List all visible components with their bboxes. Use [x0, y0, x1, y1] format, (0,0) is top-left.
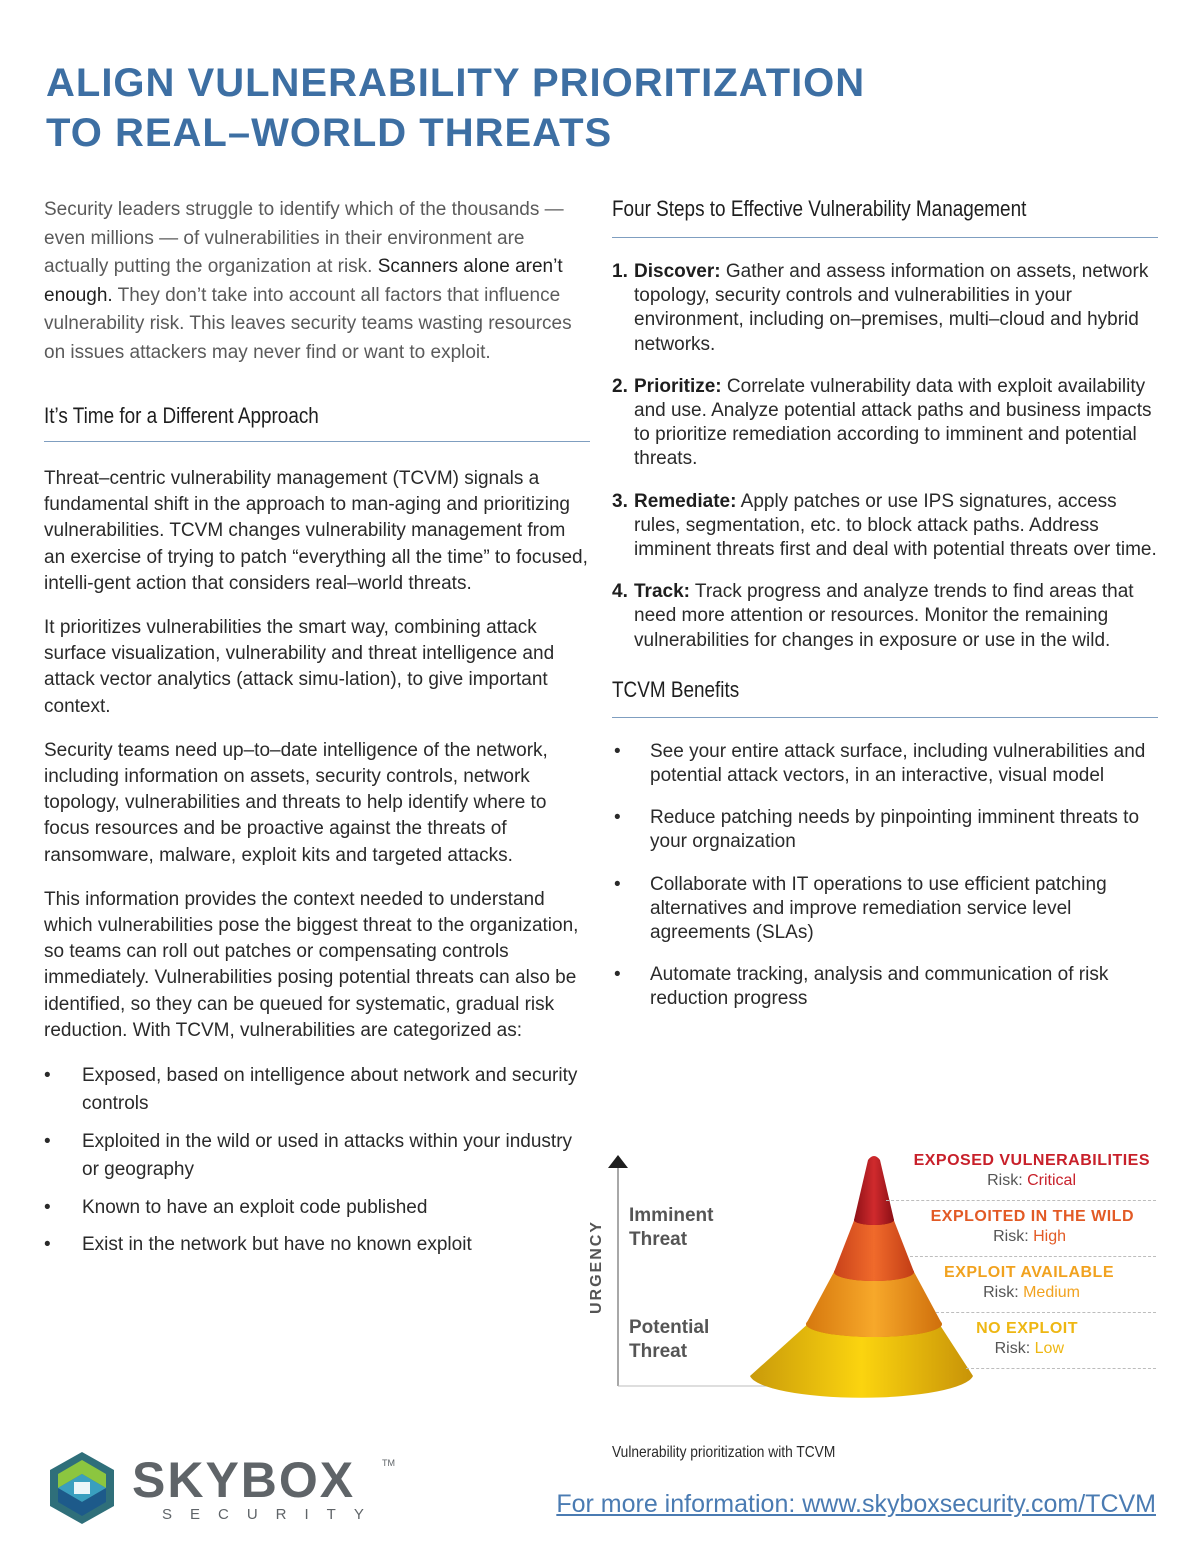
intro-text-1: Security leaders struggle to identify which of the thousands — even millions — of vulnerabilities in their environment are actually putting the organization at risk.	[44, 199, 564, 277]
bullet-icon: •	[44, 1197, 51, 1219]
level-divider	[966, 1368, 1156, 1369]
risk-value: Critical	[1027, 1172, 1076, 1189]
step-number: 2.	[612, 375, 628, 397]
potential-label-line-2: Threat	[629, 1341, 688, 1362]
risk-value: Low	[1034, 1340, 1064, 1357]
step-text	[612, 260, 1158, 357]
benefit-text: Reduce patching needs by pinpointing imminent threats to your orgnaization	[650, 807, 1140, 853]
risk-value: Medium	[1023, 1284, 1080, 1301]
imminent-label-line-1: Imminent	[629, 1205, 714, 1226]
cone-layer-critical	[854, 1156, 894, 1225]
list-item	[44, 1194, 590, 1222]
level-critical-title: EXPOSED VULNERABILITIES	[913, 1152, 1150, 1169]
category-text: Exploited in the wild or used in attacks within your industry or geography	[82, 1131, 573, 1181]
risk-prefix: Risk:	[993, 1228, 1029, 1245]
category-text: Exist in the network but have no known exploit	[82, 1234, 472, 1256]
step-label: Remediate:	[634, 490, 737, 512]
benefits-list	[612, 740, 1158, 1012]
step-description: Correlate vulnerability data with exploit availability and use. Analyze potential attack paths and business impacts to prioritize remediation according to imminent and potential threats.	[634, 375, 1152, 470]
step-description: Apply patches or use IPS signatures, access rules, segmentation, etc. to block attack paths. Address imminent threats first and deal with potential threats over time.	[634, 490, 1157, 561]
bullet-icon: •	[614, 807, 621, 829]
category-text: Known to have an exploit code published	[82, 1197, 428, 1219]
level-medium-title: EXPLOIT AVAILABLE	[944, 1264, 1114, 1281]
diagram-caption: Vulnerability prioritization with TCVM	[612, 1444, 836, 1461]
category-text: Exposed, based on intelligence about network and security controls	[82, 1065, 578, 1115]
benefit-text: See your entire attack surface, including vulnerabilities and potential attack vectors, in an interactive, visual model	[650, 740, 1146, 787]
prioritization-diagram	[580, 1150, 1170, 1400]
list-item	[612, 963, 1158, 1011]
steps-heading: Four Steps to Effective Vulnerability Management	[612, 196, 1027, 221]
skybox-logo-icon	[44, 1448, 120, 1528]
risk-prefix: Risk:	[994, 1340, 1031, 1357]
risk-prefix: Risk:	[983, 1284, 1019, 1301]
list-item	[612, 580, 1158, 653]
list-item	[44, 1062, 590, 1118]
level-low-title: NO EXPLOIT	[976, 1320, 1078, 1337]
level-divider	[936, 1312, 1156, 1313]
urgency-arrow-icon	[608, 1155, 628, 1168]
potential-label-line-1: Potential	[629, 1317, 710, 1338]
level-critical-risk	[987, 1172, 1076, 1190]
logo-trademark: TM	[382, 1458, 395, 1468]
list-item	[612, 490, 1158, 563]
approach-paragraph-1: Threat–centric vulnerability management (TCVM) signals a fundamental shift in the approach to man-aging and prioritizing vulnerabilities. TCVM changes vulnerability management from an exercise of trying to patch “everything all the time” to focused, intelli-gent action that considers real–world threats.	[44, 468, 588, 594]
benefit-text: Collaborate with IT operations to use efficient patching alternatives and improve remediation service level agreements (SLAs)	[650, 873, 1107, 944]
intro-text-2: They don’t take into account all factors that influence vulnerability risk. This leaves security teams wasting resources on issues attackers may never find or want to exploit.	[44, 284, 572, 363]
approach-paragraph-3: Security teams need up–to–date intelligence of the network, including information on assets, security controls, network topology, vulnerabilities and threats to help identify where to focus resources and be proactive against the threats of ransomware, malware, exploit kits and targeted attacks.	[44, 739, 548, 866]
risk-value: High	[1033, 1228, 1066, 1245]
step-text	[612, 490, 1158, 563]
list-item	[612, 260, 1158, 357]
bullet-icon: •	[44, 1131, 51, 1153]
step-text	[612, 375, 1158, 472]
bullet-icon: •	[614, 964, 621, 986]
urgency-axis-label: URGENCY	[588, 1220, 605, 1315]
risk-prefix: Risk:	[987, 1172, 1023, 1189]
list-item	[612, 873, 1158, 946]
level-low-risk	[995, 1340, 1064, 1358]
bullet-icon: •	[44, 1065, 51, 1087]
step-number: 3.	[612, 490, 628, 512]
more-info-link[interactable]: For more information: www.skyboxsecurity.com/TCVM	[556, 1490, 1156, 1518]
right-column	[612, 196, 1158, 1012]
category-list	[44, 1062, 590, 1259]
potential-threat-label	[629, 1316, 709, 1364]
skybox-logo	[44, 1448, 404, 1528]
list-item	[612, 740, 1158, 788]
page-title	[46, 58, 946, 158]
logo-wordmark: SKYBOX	[132, 1452, 356, 1508]
list-item	[44, 1128, 590, 1184]
step-label: Discover:	[634, 261, 721, 282]
step-label: Track:	[634, 581, 690, 603]
step-number: 4.	[612, 581, 628, 603]
level-divider	[910, 1256, 1156, 1257]
benefit-text: Automate tracking, analysis and communication of risk reduction progress	[650, 964, 1109, 1010]
step-text	[612, 580, 1158, 653]
bullet-icon: •	[614, 873, 621, 895]
intro-emphasis: Scanners alone aren’t enough.	[44, 256, 563, 306]
bullet-icon: •	[614, 740, 621, 762]
left-column	[44, 196, 590, 1259]
cone-layer-high	[834, 1218, 914, 1281]
level-medium-risk	[983, 1284, 1080, 1302]
step-number: 1.	[612, 261, 628, 282]
logo-subtitle: SECURITY	[162, 1506, 382, 1523]
list-item	[44, 1231, 590, 1259]
level-high-risk	[993, 1228, 1066, 1246]
approach-heading: It’s Time for a Different Approach	[44, 403, 319, 428]
level-divider	[886, 1200, 1156, 1201]
bullet-icon: •	[44, 1234, 51, 1256]
intro-paragraph	[44, 196, 590, 367]
list-item	[612, 375, 1158, 472]
page-title-line-2: TO REAL–WORLD THREATS	[46, 111, 613, 155]
level-high-title: EXPLOITED IN THE WILD	[930, 1208, 1134, 1225]
step-description: Track progress and analyze trends to find areas that need more attention or resources. Monitor the remaining vulnerabilities for changes in exposure or use in the wild.	[634, 581, 1134, 651]
list-item	[612, 806, 1158, 854]
benefits-heading: TCVM Benefits	[612, 676, 740, 702]
imminent-threat-label	[629, 1204, 713, 1252]
approach-paragraph-4: This information provides the context needed to understand which vulnerabilities pose the biggest threat to the organization, so teams can roll out patches or compensating controls immediately. Vulnerabilities posing potential threats can also be identified, so they can be queued for systematic, gradual risk reduction. With TCVM, vulnerabilities are categorized as:	[44, 888, 579, 1041]
page-title-line-1: ALIGN VULNERABILITY PRIORITIZATION	[46, 61, 866, 105]
steps-list	[612, 260, 1158, 653]
approach-paragraph-2: It prioritizes vulnerabilities the smart way, combining attack surface visualization, vulnerability and threat intelligence and attack vector analytics (attack simu-lation), to give important context.	[44, 617, 555, 717]
step-label: Prioritize:	[634, 375, 722, 397]
step-description: Gather and assess information on assets, network topology, security controls and vulnerabilities in your environment, including on–premises, multi–cloud and hybrid networks.	[634, 261, 1149, 355]
imminent-label-line-2: Threat	[629, 1229, 688, 1250]
